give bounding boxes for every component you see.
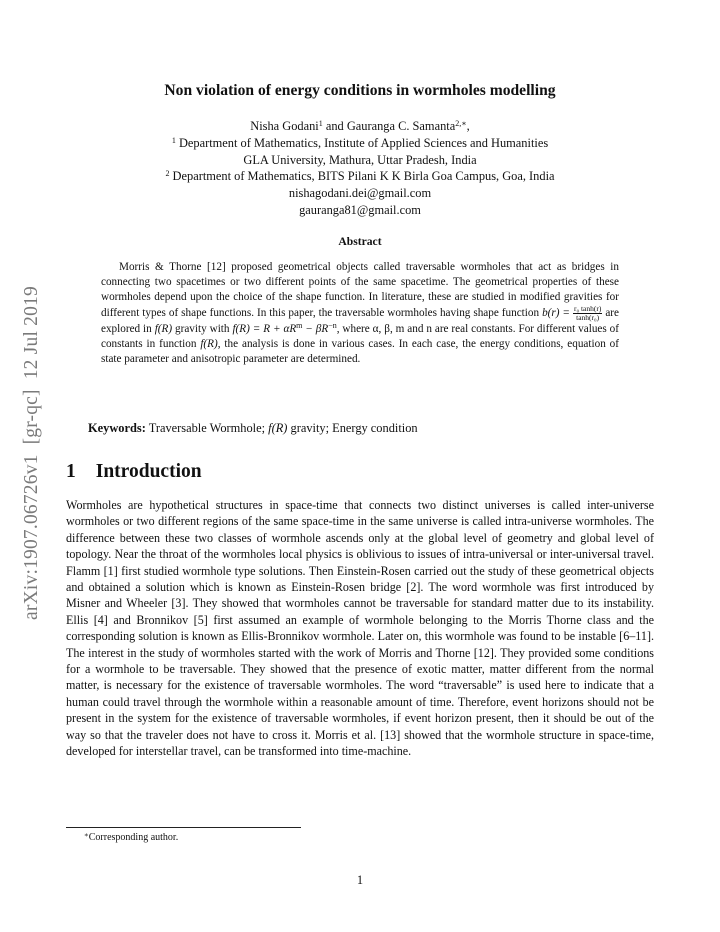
author-2-affil-mark: 2,∗ xyxy=(455,119,467,128)
affiliation-2-text: Department of Mathematics, BITS Pilani K K Birla Goa Campus, Goa, India xyxy=(169,169,555,184)
fR-math: f(R) xyxy=(154,322,173,335)
footnote-divider xyxy=(66,827,301,828)
affiliation-2-mark: 2 xyxy=(165,169,170,179)
paper-title: Non violation of energy conditions in wormholes modelling xyxy=(164,82,556,99)
abstract-text xyxy=(101,260,619,366)
section-title: Introduction xyxy=(95,461,202,482)
arxiv-id: arXiv:1907.06726v1 xyxy=(21,454,42,620)
abstract-part: gravity with xyxy=(172,322,233,335)
author-1: Nisha Godani xyxy=(250,119,319,133)
abstract-part: are explored in xyxy=(101,306,619,335)
fraction-denominator: tanh(r₀) xyxy=(576,312,600,322)
keywords-text-2: gravity; Energy condition xyxy=(287,421,418,435)
exponent-n: −n xyxy=(328,320,337,330)
affiliation-1-line-2: GLA University, Mathura, Uttar Pradesh, India xyxy=(243,152,477,167)
keywords-fR: f(R) xyxy=(268,421,288,435)
keywords-text: Traversable Wormhole; xyxy=(145,421,269,435)
author-1-affil-mark: 1 xyxy=(318,119,323,128)
author-line-comma: , xyxy=(466,119,470,133)
affiliation-1 xyxy=(60,135,660,152)
footnote-mark: ∗ xyxy=(84,831,89,839)
section-number: 1 xyxy=(66,461,76,482)
fraction-numerator: r₀ tanh(r) xyxy=(573,303,602,313)
author-names xyxy=(60,118,660,135)
shape-function: b(r) = xyxy=(542,306,573,319)
author-block xyxy=(60,118,660,219)
section-heading-introduction xyxy=(66,461,202,483)
fR-definition: f(R) = R + αR xyxy=(232,322,297,335)
abstract-part: , where α, β, m and n are real constants. For different values of constants in function xyxy=(101,322,619,350)
email-2[interactable]: gauranga81@gmail.com xyxy=(299,202,421,217)
affiliation-1-mark: 1 xyxy=(171,135,176,145)
keywords-label: Keywords: xyxy=(88,421,146,435)
footnote xyxy=(84,832,178,843)
exponent-m: m xyxy=(296,320,303,330)
abstract-part: , the analysis is done in various cases. In each case, the energy conditions, equation of state parameter and anisotropic parameter are determined. xyxy=(101,337,620,365)
fR-definition-2: − βR xyxy=(302,322,329,335)
affiliation-2 xyxy=(60,168,660,185)
affiliation-1-text: Department of Mathematics, Institute of Applied Sciences and Humanities xyxy=(175,135,549,150)
arxiv-date: 12 Jul 2019 xyxy=(21,286,42,380)
keywords-line xyxy=(88,421,418,436)
shape-function-fraction xyxy=(573,305,602,322)
abstract-part: Morris & Thorne [12] proposed geometrical objects called traversable wormholes that act as bridges in connecting two spacetimes or two different points of the same spacetime. The geometrical properties of these wormholes depend upon the choice of the shape function. In literature, these are studied in modified gravities for different types of shape functions. In this paper, the traversable wormholes having shape function xyxy=(101,261,619,319)
footnote-text: Corresponding author. xyxy=(88,832,179,843)
abstract-heading: Abstract xyxy=(338,235,382,248)
arxiv-category: [gr-qc] xyxy=(21,389,42,445)
email-1[interactable]: nishagodani.dei@gmail.com xyxy=(288,186,432,201)
arxiv-identifier-stamp[interactable] xyxy=(21,276,43,620)
page-number: 1 xyxy=(356,873,364,887)
fR-math-2: f(R) xyxy=(200,337,218,350)
introduction-paragraph: Wormholes are hypothetical structures in space-time that connects two distinct universes is called inter-universe wormholes or two different regions of the same space-time in the same universe is called intra-universe wormholes. The difference between these two classes of wormhole ascends only at the global level of geometry and global level of topology. Near the throat of the wormholes local physics is oblivious to issues of intra-universal or inter-universal travel. Flamm [1] first studied wormhole type solutions. Then Einstein-Rosen carried out the study of these geometrical objects and obtained a solution which is known as Einstein-Rosen bridge [2]. The word wormhole was first introduced by Misner and Wheeler [3]. They showed that wormholes cannot be traversable for standard matter due to its instability. Ellis [4] and Bronnikov [5] first assumed an example of wormhole belonging to the Morris Thorne class and the corresponding solution is known as Ellis-Bronnikov wormhole. Later on, this wormhole was found to be instable [6–11]. The interest in the study of wormholes started with the work of Morris and Thorne [12]. They provided some conditions for a wormhole to be traversable. They showed that the presence of exotic matter, matter different from the normal matter, is necessary for the existence of traversable wormholes. The word “traversable” is used here to indicate that a human could travel through the wormhole within a reasonable amount of time. Therefore, event horizons should not be present in the system for the existence of traversable wormholes, if event horizon present, then it should be out of the way so that the traveler does not have to cross it. Morris et al. [13] showed that the wormhole structure in space-time, developed for interstellar travel, can be transformed into time-machine. xyxy=(66,498,654,759)
author-2: and Gauranga C. Samanta xyxy=(322,119,456,133)
